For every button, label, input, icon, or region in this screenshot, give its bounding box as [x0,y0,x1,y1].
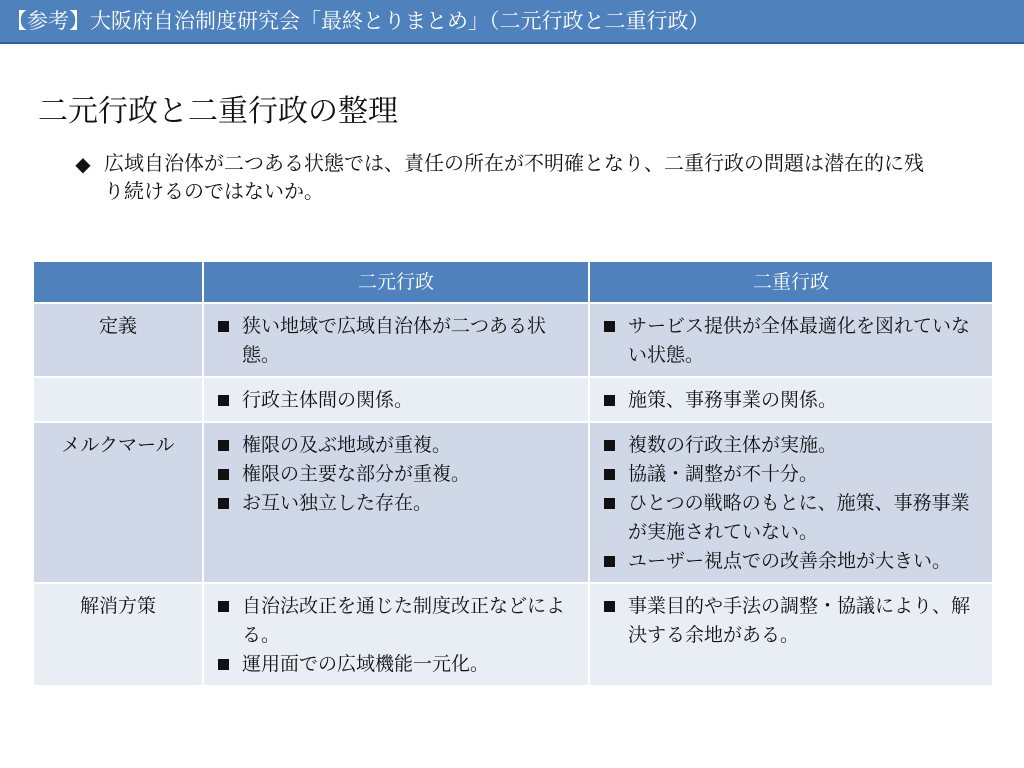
list-item [596,547,984,576]
list-item-text: 自治法改正を通じた制度改正などによる。 [242,595,566,646]
square-bullet-icon [604,395,615,406]
row-label: 定義 [33,303,203,377]
table-row [33,583,993,686]
header-double-administration: 二重行政 [589,261,993,303]
double-administration-cell [589,583,993,686]
dual-administration-cell [203,303,589,377]
list-item [596,460,984,489]
list-item-text: サービス提供が全体最適化を図れていない状態。 [628,315,971,366]
comparison-table [32,260,994,687]
list-item [210,489,580,518]
list-item [596,592,984,650]
square-bullet-icon [604,556,615,567]
table-row [33,422,993,583]
list-item [596,489,984,547]
square-bullet-icon [604,469,615,480]
dual-administration-cell [203,422,589,583]
square-bullet-icon [218,601,229,612]
list-item [596,386,984,415]
list-item-text: 施策、事務事業の関係。 [628,389,838,411]
double-administration-cell [589,303,993,377]
square-bullet-icon [218,659,229,670]
list-item [210,650,580,679]
bullet-list [210,592,580,679]
bullet-list [596,312,984,370]
header-dual-administration: 二元行政 [203,261,589,303]
table-row [33,377,993,422]
list-item [210,460,580,489]
row-label [33,377,203,422]
list-item-text: 運用面での広域機能一元化。 [242,653,490,675]
list-item-text: お互い独立した存在。 [242,492,433,514]
table-body [33,303,993,686]
bullet-list [210,386,580,415]
list-item [596,312,984,370]
diamond-bullet-icon: ◆ [75,152,91,176]
list-item-text: 権限の及ぶ地域が重複。 [242,434,452,456]
square-bullet-icon [604,440,615,451]
square-bullet-icon [218,469,229,480]
bullet-list [210,431,580,518]
bullet-list [596,386,984,415]
row-label: メルクマール [33,422,203,583]
square-bullet-icon [218,440,229,451]
square-bullet-icon [604,321,615,332]
list-item-text: ユーザー視点での改善余地が大きい。 [628,550,952,572]
bullet-list [596,431,984,576]
list-item-text: 狭い地域で広域自治体が二つある状態。 [242,315,547,366]
table-header [33,261,993,303]
double-administration-cell [589,422,993,583]
list-item [210,431,580,460]
list-item [596,431,984,460]
double-administration-cell [589,377,993,422]
square-bullet-icon [218,321,229,332]
key-question [74,149,934,205]
list-item-text: 協議・調整が不十分。 [628,463,819,485]
title-bar [0,0,1024,44]
square-bullet-icon [218,395,229,406]
dual-administration-cell [203,377,589,422]
bullet-list [210,312,580,370]
list-item [210,592,580,650]
key-question-text: 広域自治体が二つある状態では、責任の所在が不明確となり、二重行政の問題は潜在的に残り続けるのではないか。 [104,151,924,203]
list-item-text: ひとつの戦略のもとに、施策、事務事業が実施されていない。 [628,492,970,543]
slide-title: 【参考】大阪府自治制度研究会「最終とりまとめ」（二元行政と二重行政） [6,9,710,33]
table-header-row [33,261,993,303]
bullet-list [596,592,984,650]
list-item-text: 行政主体間の関係。 [242,389,414,411]
square-bullet-icon [604,498,615,509]
list-item [210,386,580,415]
header-corner-cell [33,261,203,303]
list-item-text: 複数の行政主体が実施。 [628,434,838,456]
row-label: 解消方策 [33,583,203,686]
slide-heading: 二元行政と二重行政の整理 [38,94,398,129]
square-bullet-icon [218,498,229,509]
list-item-text: 権限の主要な部分が重複。 [242,463,471,485]
square-bullet-icon [604,601,615,612]
table-row [33,303,993,377]
dual-administration-cell [203,583,589,686]
list-item-text: 事業目的や手法の調整・協議により、解決する余地がある。 [628,595,971,646]
list-item [210,312,580,370]
